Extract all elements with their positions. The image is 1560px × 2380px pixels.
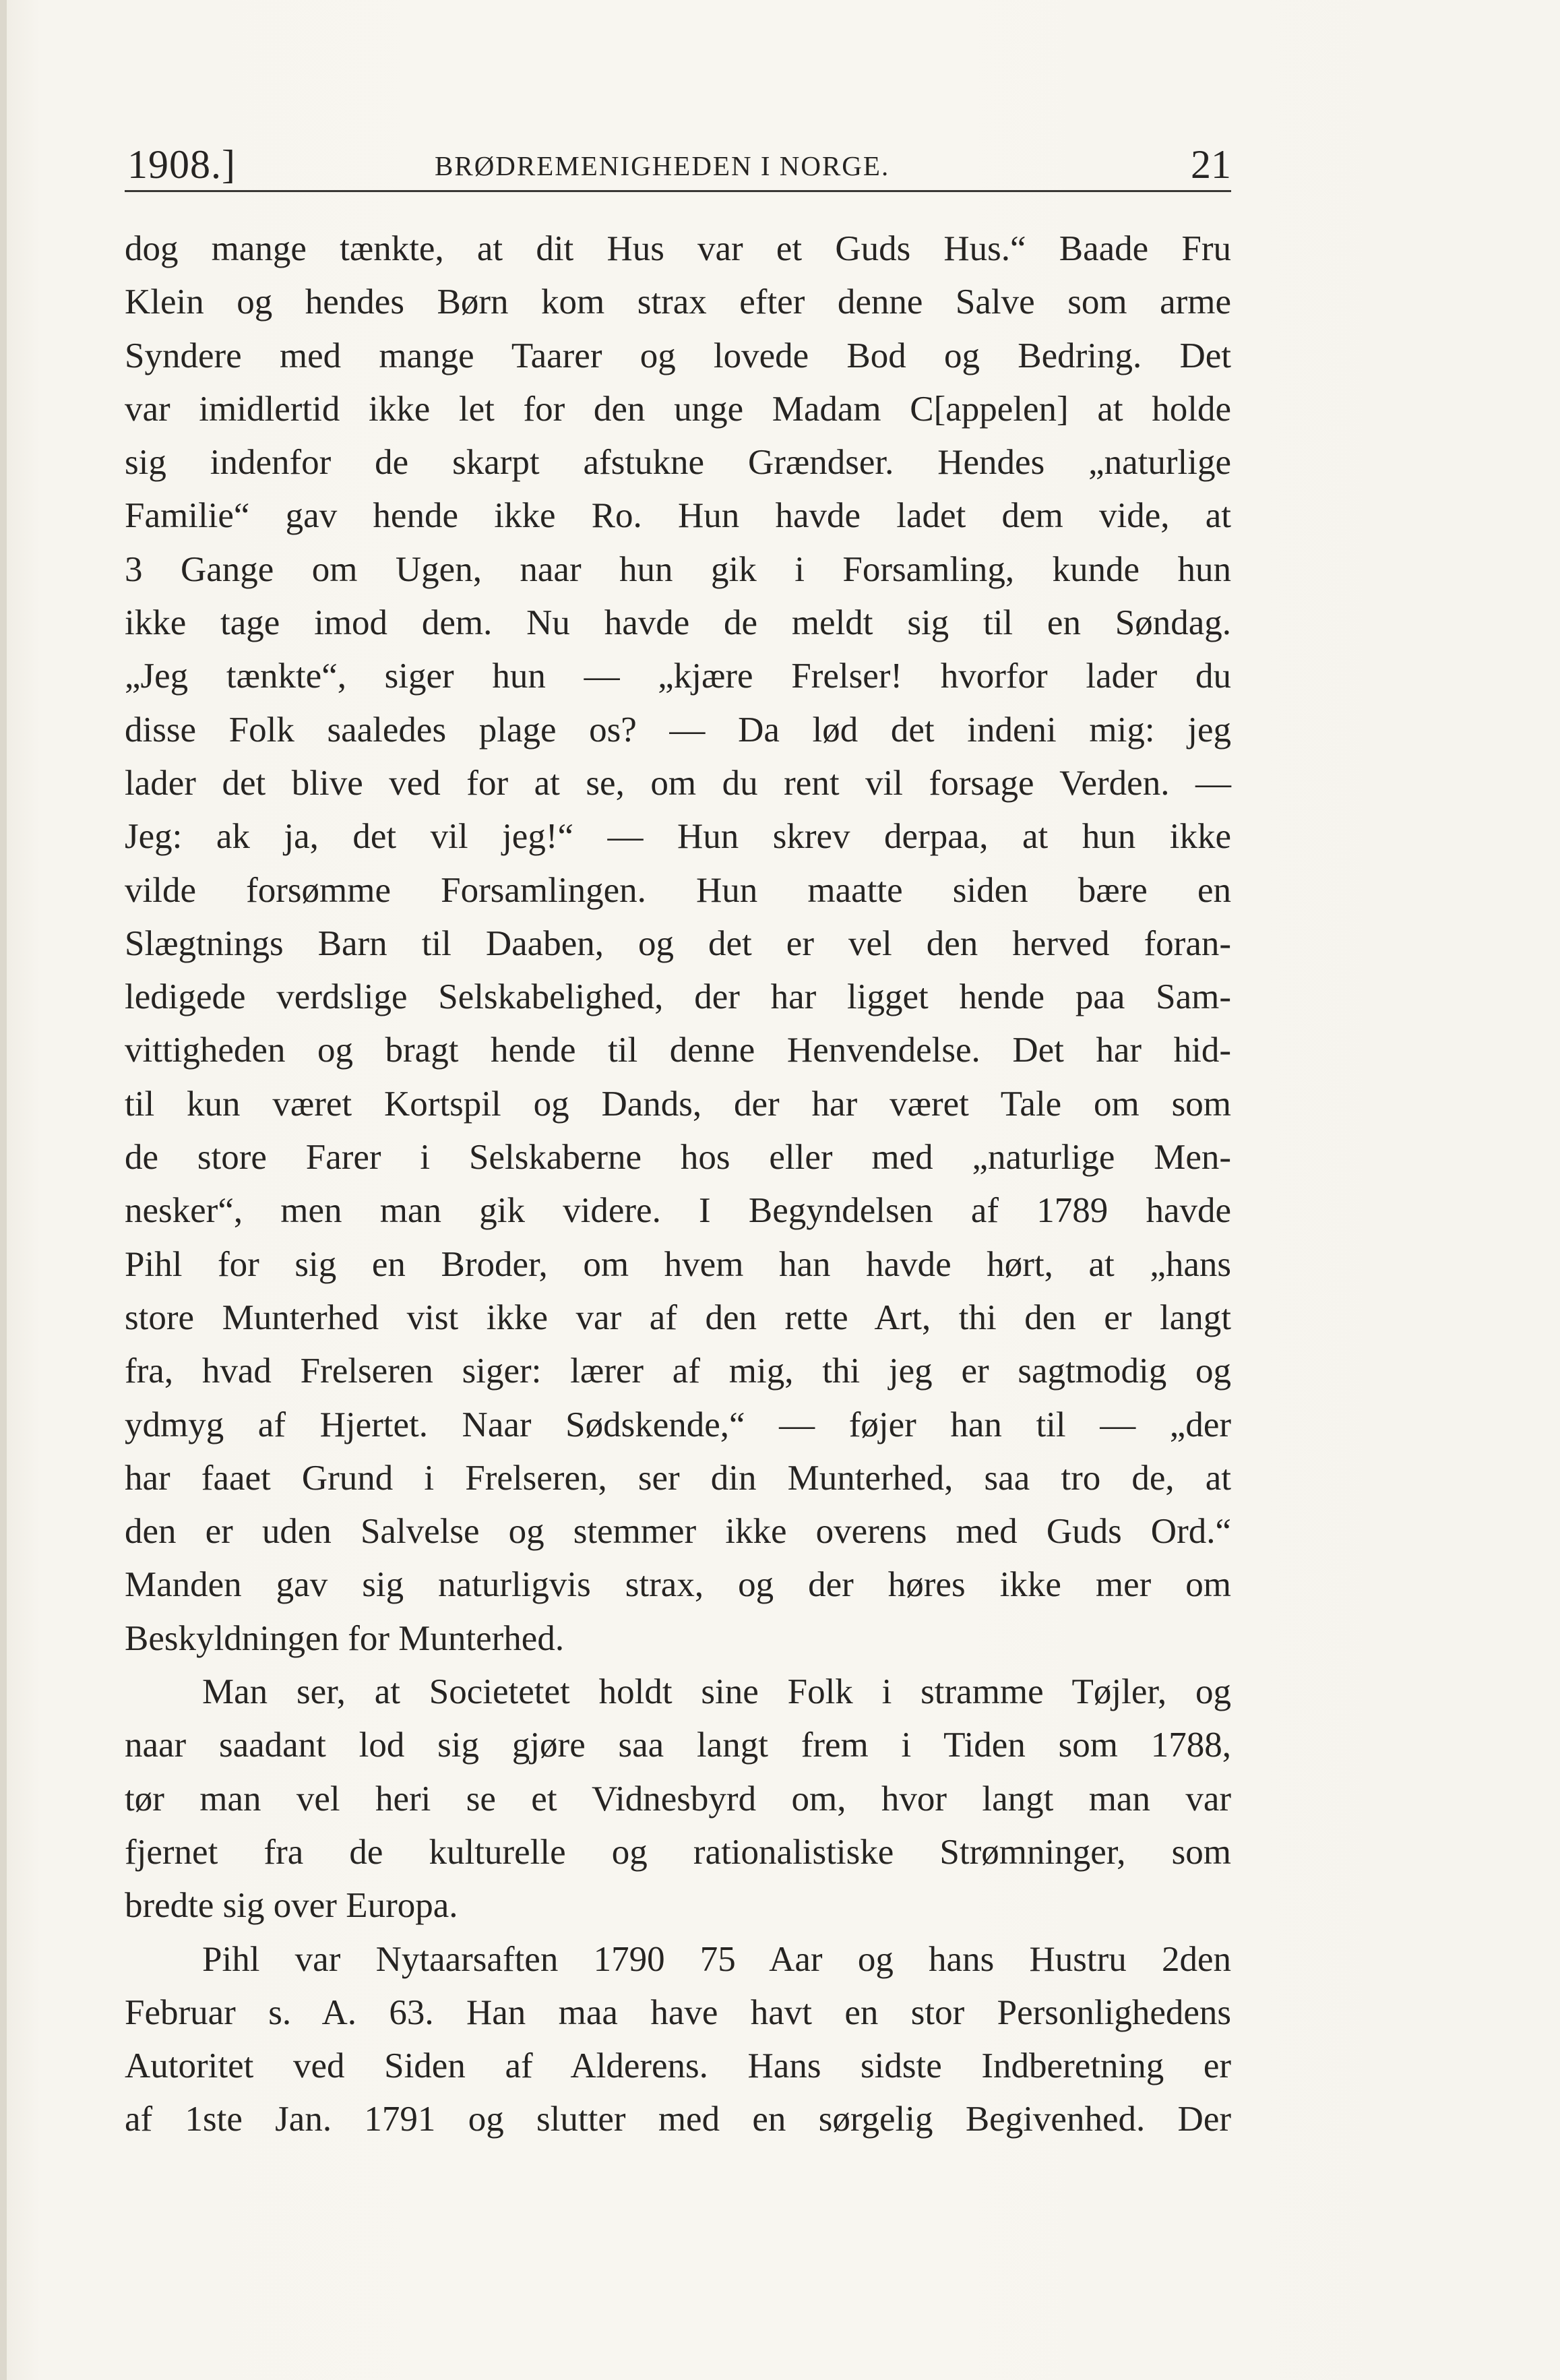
text-line: vilde forsømme Forsamlingen. Hun maatte siden bære en xyxy=(125,870,1231,910)
text-line: den er uden Salvelse og stemmer ikke overens med Guds Ord.“ xyxy=(125,1512,1231,1552)
text-line: til kun været Kortspil og Dands, der har været Tale om som xyxy=(125,1084,1231,1124)
body-text xyxy=(125,222,1231,2147)
text-line: af 1ste Jan. 1791 og slutter med en sørgelig Begivenhed. Der xyxy=(125,2100,1231,2139)
text-line: Syndere med mange Taarer og lovede Bod og Bedring. Det xyxy=(125,336,1231,375)
text-line: disse Folk saaledes plage os? — Da lød det indeni mig: jeg xyxy=(125,710,1231,750)
paragraph-first-line: Pihl var Nytaarsaften 1790 75 Aar og hans Hustru 2den xyxy=(202,1939,1231,1979)
paragraph-end-line: Beskyldningen for Munterhed. xyxy=(125,1618,565,1658)
text-line: fra, hvad Frelseren siger: lærer af mig, thi jeg er sagtmodig og xyxy=(125,1351,1231,1391)
text-line: Pihl for sig en Broder, om hvem han havde hørt, at „hans xyxy=(125,1244,1231,1284)
text-line: 3 Gange om Ugen, naar hun gik i Forsamling, kunde hun xyxy=(125,549,1231,589)
page-edge xyxy=(0,0,7,2380)
text-line: de store Farer i Selskaberne hos eller med „naturlige Men- xyxy=(125,1138,1231,1178)
text-line: ikke tage imod dem. Nu havde de meldt sig til en Søndag. xyxy=(125,603,1231,643)
paragraph-end-line: bredte sig over Europa. xyxy=(125,1886,458,1926)
text-line: sig indenfor de skarpt afstukne Grændser. Hendes „naturlige xyxy=(125,443,1231,483)
text-line: lader det blive ved for at se, om du rent vil forsage Verden. — xyxy=(125,763,1231,803)
text-line: ydmyg af Hjertet. Naar Sødskende,“ — føjer han til — „der xyxy=(125,1405,1231,1444)
header-year: 1908.] xyxy=(127,142,236,187)
text-line: „Jeg tænkte“, siger hun — „kjære Frelser! hvorfor lader du xyxy=(125,657,1231,696)
text-line: ledigede verdslige Selskabelighed, der har ligget hende paa Sam- xyxy=(125,977,1231,1017)
text-line: Manden gav sig naturligvis strax, og der høres ikke mer om xyxy=(125,1565,1231,1605)
text-line: har faaet Grund i Frelseren, ser din Munterhed, saa tro de, at xyxy=(125,1458,1231,1498)
text-line: Slægtnings Barn til Daaben, og det er vel den herved foran- xyxy=(125,923,1231,963)
text-line: Jeg: ak ja, det vil jeg!“ — Hun skrev derpaa, at hun ikke xyxy=(125,817,1231,857)
text-line: fjernet fra de kulturelle og rationalistiske Strømninger, som xyxy=(125,1832,1231,1872)
text-line: store Munterhed vist ikke var af den rette Art, thi den er langt xyxy=(125,1298,1231,1337)
paragraph-first-line: Man ser, at Societetet holdt sine Folk i stramme Tøjler, og xyxy=(202,1672,1231,1712)
text-line: dog mange tænkte, at dit Hus var et Guds Hus.“ Baade Fru xyxy=(125,229,1231,268)
text-line: tør man vel heri se et Vidnesbyrd om, hvor langt man var xyxy=(125,1779,1231,1819)
header-title: BRØDREMENIGHEDEN I NORGE. xyxy=(435,150,890,181)
text-line: Autoritet ved Siden af Alderens. Hans sidste Indberetning er xyxy=(125,2046,1231,2086)
text-line: naar saadant lod sig gjøre saa langt frem i Tiden som 1788, xyxy=(125,1726,1231,1765)
text-line: nesker“, men man gik videre. I Begyndelsen af 1789 havde xyxy=(125,1191,1231,1231)
text-line: vittigheden og bragt hende til denne Henvendelse. Det har hid- xyxy=(125,1031,1231,1070)
running-header xyxy=(125,132,1231,192)
text-line: var imidlertid ikke let for den unge Madam C[appelen] at holde xyxy=(125,389,1231,429)
text-line: Februar s. A. 63. Han maa have havt en stor Personlighedens xyxy=(125,1992,1231,2032)
page-number: 21 xyxy=(1191,142,1231,187)
text-line: Klein og hendes Børn kom strax efter denne Salve som arme xyxy=(125,282,1231,322)
text-line: Familie“ gav hende ikke Ro. Hun havde ladet dem vide, at xyxy=(125,496,1231,536)
